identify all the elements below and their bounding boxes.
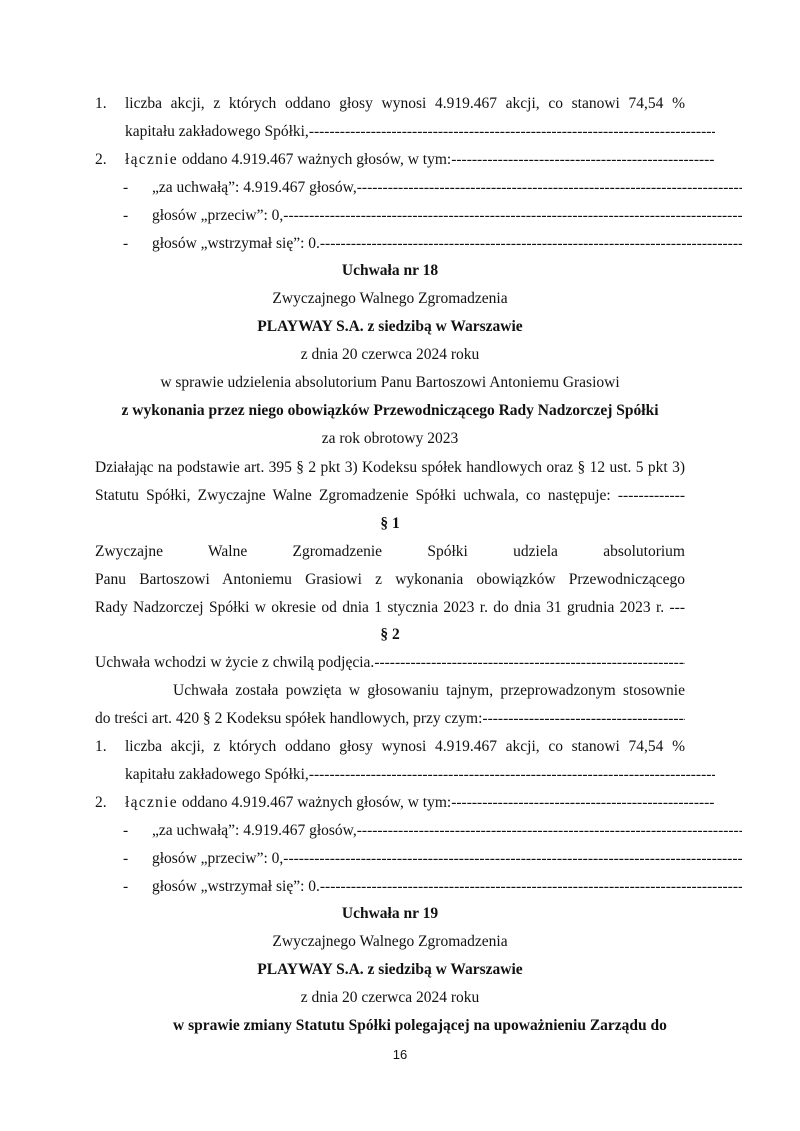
resolution-19-body: Zwyczajnego Walnego Zgromadzenia [272,933,508,950]
resolution-19-date: z dnia 20 czerwca 2024 roku [300,989,480,1006]
bullet-dash: - [123,179,129,196]
page-number: 16 [392,1047,408,1062]
resolution-18-subject-3: za rok obrotowy 2023 [321,430,459,447]
paragraph-1-heading: § 1 [380,515,400,532]
vote-sub-abstain [95,874,685,900]
list-number: 2. [95,794,107,811]
resolution-19-subject-1 [95,1013,685,1039]
vote-item-1-continuation [95,119,685,145]
vote-sub-for [95,175,685,201]
resolution-18-subject-1: w sprawie udzielenia absolutorium Panu Bartoszowi Antoniemu Grasiowi [160,374,620,391]
paragraph-1-line-1: Zwyczajne Walne Zgromadzenie Spółki udziela absolutorium [95,543,685,560]
vote-against-text: głosów „przeciw”: 0, [152,207,284,224]
vote-item-1-text-2: kapitału zakładowego Spółki, [125,123,309,140]
dash-filler [357,175,742,201]
vote-item-1 [95,734,685,760]
vote-item-2-lead: łącznie [125,151,178,168]
list-number: 2. [95,151,107,168]
dash-filler [357,818,742,844]
resolution-19-title: Uchwała nr 19 [341,905,439,922]
vote-against-text: głosów „przeciw”: 0, [152,850,284,867]
bullet-dash: - [123,822,129,839]
vote-for-text: „za uchwałą”: 4.919.467 głosów, [152,822,357,839]
list-number: 1. [95,738,107,755]
resolution-18-date: z dnia 20 czerwca 2024 roku [300,346,480,363]
vote-abstain-text: głosów „wstrzymał się”: 0. [152,878,320,895]
resolution-19-company: PLAYWAY S.A. z siedzibą w Warszawie [257,961,523,978]
vote-item-2 [95,790,685,816]
vote-sub-abstain [95,231,685,257]
vote-item-1-continuation [95,762,685,788]
list-number: 1. [95,95,107,112]
vote-for-text: „za uchwałą”: 4.919.467 głosów, [152,179,357,196]
paragraph-2-line-1 [95,650,685,676]
dash-filler [283,846,742,872]
dash-filler [451,147,715,173]
dash-filler [320,231,742,257]
dash-filler [283,203,742,229]
bullet-dash: - [123,235,129,252]
resolution-18-body: Zwyczajnego Walnego Zgromadzenia [272,290,508,307]
vote-intro-text-1: Uchwała została powzięta w głosowaniu tajnym, przeprowadzonym stosownie [173,682,685,699]
paragraph-2-heading: § 2 [380,626,400,643]
vote-item-2 [95,147,685,173]
paragraph-1-line-3: Rady Nadzorczej Spółki w okresie od dnia 1 stycznia 2023 r. do dnia 31 grudnia 2023 r. --- [95,599,685,616]
resolution-19-subject-text: w sprawie zmiany Statutu Spółki polegającej na upoważnieniu Zarządu do [173,1017,667,1034]
dash-filler [309,119,715,145]
paragraph-2-text: Uchwała wchodzi w życie z chwilą podjęcia. [95,654,375,671]
vote-item-2-lead: łącznie [125,794,178,811]
vote-sub-against [95,203,685,229]
vote-item-1-text: liczba akcji, z których oddano głosy wynosi 4.919.467 akcji, co stanowi 74,54 % [125,95,685,112]
bullet-dash: - [123,878,129,895]
vote-item-1 [95,91,685,117]
paragraph-1-line-2: Panu Bartoszowi Antoniemu Grasiowi z wykonania obowiązków Przewodniczącego [95,571,685,588]
vote-item-1-text: liczba akcji, z których oddano głosy wynosi 4.919.467 akcji, co stanowi 74,54 % [125,738,685,755]
vote-item-1-text-2: kapitału zakładowego Spółki, [125,766,309,783]
dash-filler [320,874,742,900]
dash-filler [374,650,685,676]
bullet-dash: - [123,850,129,867]
preamble-line-1: Działając na podstawie art. 395 § 2 pkt 3) Kodeksu spółek handlowych oraz § 12 ust. 5 pkt 3) [95,459,685,476]
dash-filler [482,706,685,732]
vote-sub-against [95,846,685,872]
vote-sub-for [95,818,685,844]
vote-item-2-text: oddano 4.919.467 ważnych głosów, w tym: [177,151,452,168]
resolution-18-company: PLAYWAY S.A. z siedzibą w Warszawie [257,318,523,335]
vote-intro-line-1 [95,678,685,704]
vote-item-2-text: oddano 4.919.467 ważnych głosów, w tym: [177,794,452,811]
dash-filler [309,762,715,788]
resolution-18-subject-2: z wykonania przez niego obowiązków Przewodniczącego Rady Nadzorczej Spółki [121,402,659,419]
preamble-line-2: Statutu Spółki, Zwyczajne Walne Zgromadzenie Spółki uchwala, co następuje: ------------- [95,487,685,504]
bullet-dash: - [123,207,129,224]
dash-filler [451,790,715,816]
vote-abstain-text: głosów „wstrzymał się”: 0. [152,235,320,252]
vote-intro-text-2: do treści art. 420 § 2 Kodeksu spółek handlowych, przy czym: [95,710,483,727]
vote-intro-line-2 [95,706,685,732]
resolution-18-title: Uchwała nr 18 [341,262,439,279]
